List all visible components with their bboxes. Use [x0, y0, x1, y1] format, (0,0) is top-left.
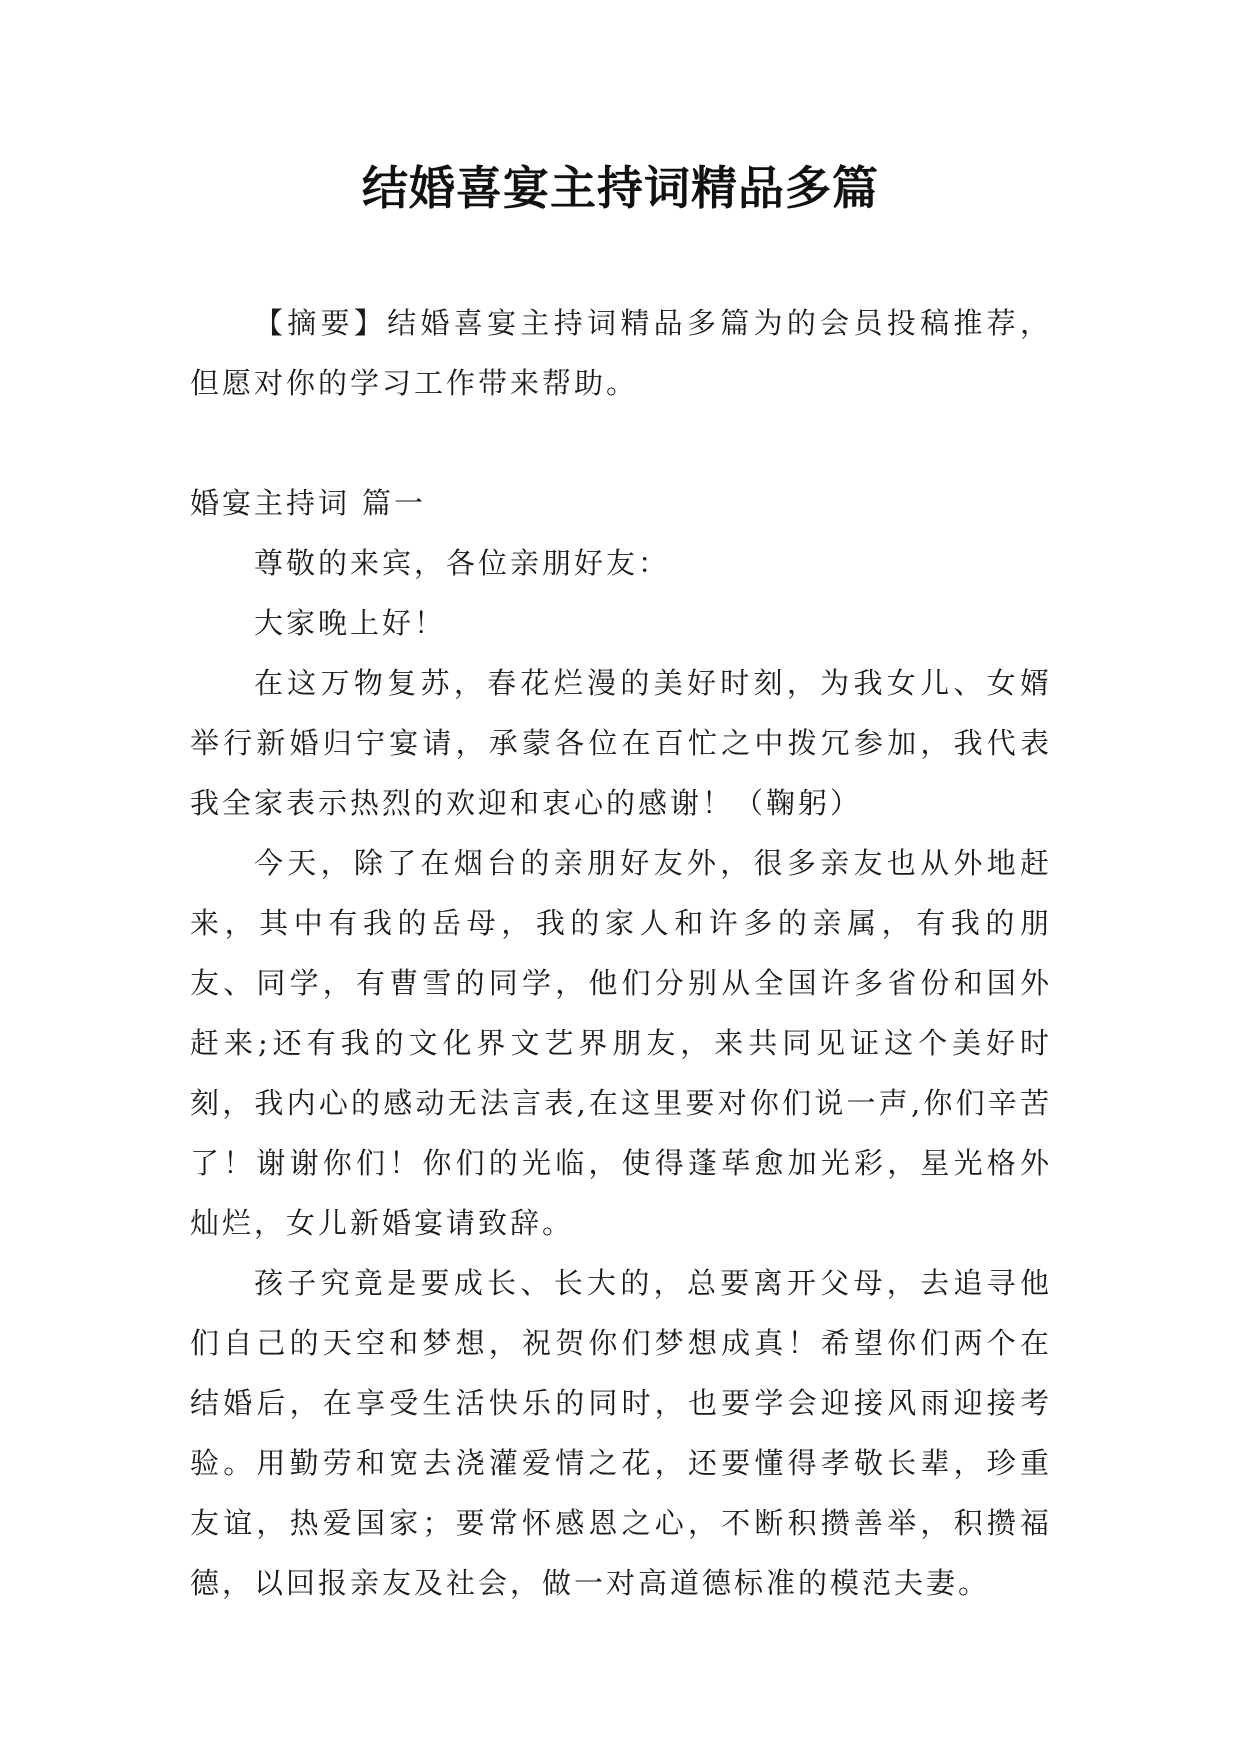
body-paragraph: 今天，除了在烟台的亲朋好友外，很多亲友也从外地赶来，其中有我的岳母，我的家人和许多的亲属，有我的朋友、同学，有曹雪的同学，他们分别从全国许多省份和国外赶来;还有我的文化界文艺界朋友，来共同见证这个美好时刻，我内心的感动无法言表,在这里要对你们说一声,你们辛苦了！谢谢你们！你们的光临，使得蓬荜愈加光彩，星光格外灿烂，女儿新婚宴请致辞。 — [190, 846, 1052, 1240]
body-paragraph: 尊敬的来宾，各位亲朋好友： — [254, 546, 671, 580]
section-heading-main: 婚宴主持词 — [190, 486, 351, 520]
body-paragraph: 大家晚上好！ — [254, 606, 447, 640]
section-heading — [190, 473, 1052, 533]
document-title: 结婚喜宴主持词精品多篇 — [362, 161, 879, 215]
body-paragraph: 孩子究竟是要成长、长大的，总要离开父母，去追寻他们自己的天空和梦想，祝贺你们梦想成真！希望你们两个在结婚后，在享受生活快乐的同时，也要学会迎接风雨迎接考验。用勤劳和宽去浇灌爱情之花，还要懂得孝敬长辈，珍重友谊，热爱国家；要常怀感恩之心，不断积攒善举，积攒福德，以回报亲友及社会，做一对高道德标准的模范夫妻。 — [190, 1266, 1052, 1600]
section-heading-sub: 篇一 — [362, 486, 427, 520]
body-paragraph: 在这万物复苏，春花烂漫的美好时刻，为我女儿、女婿举行新婚归宁宴请，承蒙各位在百忙之中拨冗参加，我代表我全家表示热烈的欢迎和衷心的感谢！（鞠躬） — [190, 666, 1052, 820]
abstract-paragraph: 【摘要】结婚喜宴主持词精品多篇为的会员投稿推荐，但愿对你的学习工作带来帮助。 — [190, 306, 1052, 400]
document-body — [190, 293, 1052, 1613]
